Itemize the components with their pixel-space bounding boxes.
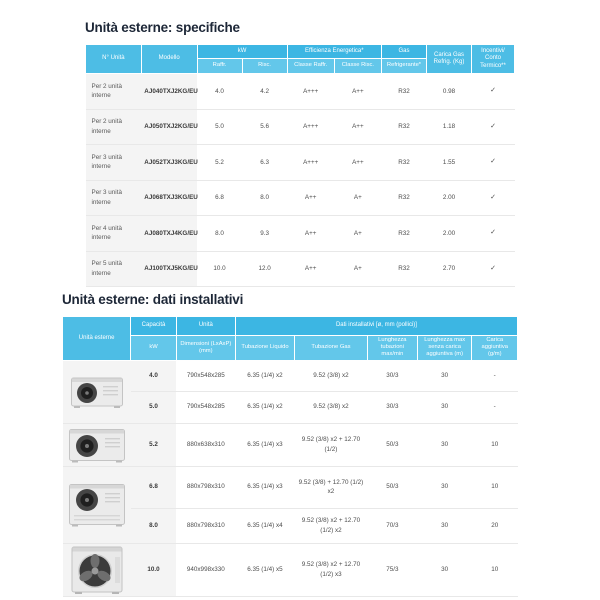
- max-length-cell: 30: [417, 423, 472, 466]
- liquid-pipe-cell: 6.35 (1/4) x2: [235, 360, 294, 391]
- liquid-pipe-cell: 6.35 (1/4) x5: [235, 543, 294, 596]
- charge-cell: 2.00: [427, 216, 472, 252]
- extra-charge-cell: 10: [472, 466, 518, 508]
- extra-charge-cell: -: [472, 391, 518, 423]
- unit-count-cell: Per 2 unità interne: [86, 109, 142, 145]
- unit-image-cell: [63, 466, 131, 543]
- charge-cell: 2.70: [427, 251, 472, 287]
- col-header-unita: Unità: [176, 317, 235, 336]
- outdoor-unit-tall-image: [68, 482, 126, 528]
- col-header-carica-aggiuntiva: Carica aggiuntiva (g/m): [472, 336, 518, 361]
- gas-cell: R32: [381, 251, 426, 287]
- class-cool-cell: A+++: [287, 145, 334, 181]
- class-heat-cell: A+: [334, 180, 381, 216]
- install-row: [63, 508, 518, 543]
- pipe-length-cell: 50/3: [367, 423, 417, 466]
- model-cell: AJ052TXJ3KG/EU: [141, 145, 197, 181]
- spec-row: [86, 74, 515, 110]
- kw-cool-cell: 5.0: [197, 109, 242, 145]
- model-cell: AJ040TXJ2KG/EU: [141, 74, 197, 110]
- gas-cell: R32: [381, 109, 426, 145]
- dimensions-cell: 880x638x310: [176, 423, 235, 466]
- pipe-length-cell: 30/3: [367, 360, 417, 391]
- extra-charge-cell: 10: [472, 423, 518, 466]
- spec-row: [86, 180, 515, 216]
- section-dati-installativi: [62, 292, 518, 597]
- outdoor-unit-medium-image: [68, 426, 126, 464]
- class-heat-cell: A++: [334, 109, 381, 145]
- max-length-cell: 30: [417, 543, 472, 596]
- install-row: [63, 466, 518, 508]
- col-header-refrigerante: Refrigerante*: [381, 59, 426, 74]
- dimensions-cell: 940x998x330: [176, 543, 235, 596]
- gas-pipe-cell: 9.52 (3/8) + 12.70 (1/2) x2: [295, 466, 368, 508]
- incentive-check-cell: ✓: [472, 216, 515, 252]
- model-cell: AJ100TXJ5KG/EU: [141, 251, 197, 287]
- liquid-pipe-cell: 6.35 (1/4) x4: [235, 508, 294, 543]
- max-length-cell: 30: [417, 360, 472, 391]
- unit-image-cell: [63, 543, 131, 596]
- col-header-raffr: Raffr.: [197, 59, 242, 74]
- kw-cool-cell: 10.0: [197, 251, 242, 287]
- pipe-length-cell: 70/3: [367, 508, 417, 543]
- install-row: [63, 543, 518, 596]
- kw-cool-cell: 5.2: [197, 145, 242, 181]
- capacity-cell: 5.0: [131, 391, 177, 423]
- col-header-n-unita: N° Unità: [86, 45, 142, 74]
- col-header-kw: kW: [131, 336, 177, 361]
- capacity-cell: 5.2: [131, 423, 177, 466]
- charge-cell: 1.55: [427, 145, 472, 181]
- unit-count-cell: Per 3 unità interne: [86, 180, 142, 216]
- section1-title: Unità esterne: specifiche: [85, 20, 240, 35]
- gas-pipe-cell: 9.52 (3/8) x2 + 12.70 (1/2): [295, 423, 368, 466]
- dimensions-cell: 790x548x285: [176, 391, 235, 423]
- dimensions-cell: 880x798x310: [176, 508, 235, 543]
- incentive-check-cell: ✓: [472, 109, 515, 145]
- col-header-risc: Risc.: [242, 59, 287, 74]
- spec-table-body: [86, 74, 515, 287]
- col-header-classe-risc: Classe Risc.: [334, 59, 381, 74]
- charge-cell: 0.98: [427, 74, 472, 110]
- capacity-cell: 10.0: [131, 543, 177, 596]
- col-header-carica-gas: Carica Gas Refrig. (Kg): [427, 45, 472, 74]
- kw-cool-cell: 6.8: [197, 180, 242, 216]
- install-row: [63, 423, 518, 466]
- col-header-modello: Modello: [141, 45, 197, 74]
- col-header-classe-raffr: Classe Raffr.: [287, 59, 334, 74]
- max-length-cell: 30: [417, 508, 472, 543]
- extra-charge-cell: 20: [472, 508, 518, 543]
- outdoor-unit-large-fan-image: [71, 545, 123, 595]
- spec-row: [86, 216, 515, 252]
- kw-heat-cell: 8.0: [242, 180, 287, 216]
- spec-table: [85, 44, 515, 287]
- class-cool-cell: A++: [287, 180, 334, 216]
- pipe-length-cell: 75/3: [367, 543, 417, 596]
- unit-image-cell: [63, 360, 131, 423]
- extra-charge-cell: 10: [472, 543, 518, 596]
- liquid-pipe-cell: 6.35 (1/4) x2: [235, 391, 294, 423]
- spec-row: [86, 251, 515, 287]
- spec-header-group-row: [86, 45, 515, 59]
- install-table-body: [63, 360, 518, 596]
- col-header-capacita: Capacità: [131, 317, 177, 336]
- liquid-pipe-cell: 6.35 (1/4) x3: [235, 466, 294, 508]
- section2-title: Unità esterne: dati installativi: [62, 292, 244, 307]
- install-row: [63, 391, 518, 423]
- charge-cell: 2.00: [427, 180, 472, 216]
- spec-row: [86, 145, 515, 181]
- kw-cool-cell: 8.0: [197, 216, 242, 252]
- gas-pipe-cell: 9.52 (3/8) x2 + 12.70 (1/2) x3: [295, 543, 368, 596]
- extra-charge-cell: -: [472, 360, 518, 391]
- col-group-dati-installativi: Dati installativi [ø, mm (pollici)]: [235, 317, 517, 336]
- unit-count-cell: Per 4 unità interne: [86, 216, 142, 252]
- outdoor-unit-small-image: [70, 374, 124, 410]
- col-header-unita-esterne: Unità esterne: [63, 317, 131, 361]
- spec-table-header: [86, 45, 515, 74]
- incentive-check-cell: ✓: [472, 251, 515, 287]
- model-cell: AJ068TXJ3KG/EU: [141, 180, 197, 216]
- install-row: [63, 360, 518, 391]
- dimensions-cell: 790x548x285: [176, 360, 235, 391]
- col-header-incentivi: Incentivi/ Conto Termico**: [472, 45, 515, 74]
- unit-image-cell: [63, 423, 131, 466]
- col-header-tubazione-liquido: Tubazione Liquido: [235, 336, 294, 361]
- kw-heat-cell: 9.3: [242, 216, 287, 252]
- gas-cell: R32: [381, 216, 426, 252]
- model-cell: AJ050TXJ2KG/EU: [141, 109, 197, 145]
- pipe-length-cell: 30/3: [367, 391, 417, 423]
- kw-heat-cell: 12.0: [242, 251, 287, 287]
- incentive-check-cell: ✓: [472, 145, 515, 181]
- install-table-header: [63, 317, 518, 361]
- install-header-sub-row: [63, 336, 518, 361]
- class-cool-cell: A++: [287, 251, 334, 287]
- liquid-pipe-cell: 6.35 (1/4) x3: [235, 423, 294, 466]
- gas-cell: R32: [381, 74, 426, 110]
- kw-heat-cell: 6.3: [242, 145, 287, 181]
- class-heat-cell: A+: [334, 216, 381, 252]
- capacity-cell: 6.8: [131, 466, 177, 508]
- install-header-group-row: [63, 317, 518, 336]
- max-length-cell: 30: [417, 466, 472, 508]
- max-length-cell: 30: [417, 391, 472, 423]
- gas-pipe-cell: 9.52 (3/8) x2: [295, 391, 368, 423]
- col-header-tubazione-gas: Tubazione Gas: [295, 336, 368, 361]
- gas-cell: R32: [381, 180, 426, 216]
- unit-count-cell: Per 3 unità interne: [86, 145, 142, 181]
- col-header-gas: Gas: [381, 45, 426, 59]
- class-heat-cell: A+: [334, 251, 381, 287]
- section-specifiche: [85, 20, 515, 287]
- gas-cell: R32: [381, 145, 426, 181]
- charge-cell: 1.18: [427, 109, 472, 145]
- col-group-kw: kW: [197, 45, 287, 59]
- class-cool-cell: A++: [287, 216, 334, 252]
- col-header-lunghezza-tubazioni: Lunghezza tubazioni max/min: [367, 336, 417, 361]
- dimensions-cell: 880x798x310: [176, 466, 235, 508]
- incentive-check-cell: ✓: [472, 180, 515, 216]
- gas-pipe-cell: 9.52 (3/8) x2: [295, 360, 368, 391]
- unit-count-cell: Per 5 unità interne: [86, 251, 142, 287]
- incentive-check-cell: ✓: [472, 74, 515, 110]
- capacity-cell: 4.0: [131, 360, 177, 391]
- capacity-cell: 8.0: [131, 508, 177, 543]
- model-cell: AJ080TXJ4KG/EU: [141, 216, 197, 252]
- spec-row: [86, 109, 515, 145]
- col-header-dimensioni: Dimensioni (LxAxP) (mm): [176, 336, 235, 361]
- pipe-length-cell: 50/3: [367, 466, 417, 508]
- class-heat-cell: A++: [334, 145, 381, 181]
- unit-count-cell: Per 2 unità interne: [86, 74, 142, 110]
- class-heat-cell: A++: [334, 74, 381, 110]
- col-group-efficienza: Efficienza Energetica*: [287, 45, 381, 59]
- kw-heat-cell: 5.6: [242, 109, 287, 145]
- install-table: [62, 316, 518, 597]
- gas-pipe-cell: 9.52 (3/8) x2 + 12.70 (1/2) x2: [295, 508, 368, 543]
- kw-cool-cell: 4.0: [197, 74, 242, 110]
- col-header-lunghezza-max: Lunghezza max senza carica aggiuntiva (m): [417, 336, 472, 361]
- class-cool-cell: A+++: [287, 74, 334, 110]
- class-cool-cell: A+++: [287, 109, 334, 145]
- kw-heat-cell: 4.2: [242, 74, 287, 110]
